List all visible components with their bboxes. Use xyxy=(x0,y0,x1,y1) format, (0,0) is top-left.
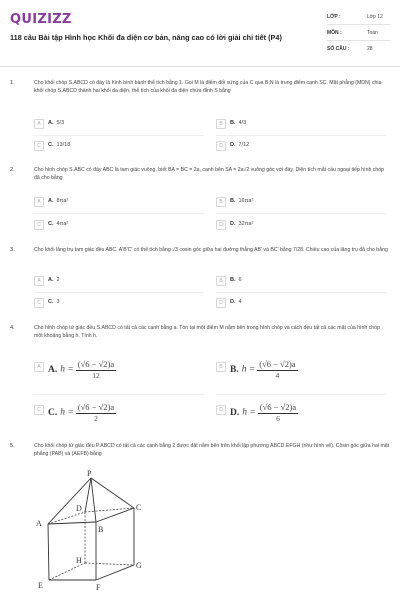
option-value: 16πa² xyxy=(238,198,254,204)
option-1a[interactable] xyxy=(34,119,204,133)
option-label: B. xyxy=(230,198,236,204)
option-letter: C xyxy=(34,405,44,415)
option-label: B. xyxy=(230,277,236,283)
divider xyxy=(34,394,204,395)
option-label: C. xyxy=(48,142,54,148)
divider xyxy=(34,292,204,293)
option-4c[interactable] xyxy=(34,402,204,435)
option-4d[interactable] xyxy=(216,402,386,435)
option-4b[interactable] xyxy=(216,359,386,392)
option-1c[interactable] xyxy=(34,141,204,155)
option-label: D. xyxy=(230,299,236,305)
vertex-label-c: C xyxy=(136,503,142,512)
vertex-label-p: P xyxy=(87,470,92,478)
option-letter: C xyxy=(34,220,44,230)
divider xyxy=(216,394,386,395)
quizizz-logo[interactable]: QUIZIZZ xyxy=(10,12,72,27)
option-label: C. xyxy=(48,299,54,305)
option-letter: D xyxy=(216,405,226,415)
option-2d[interactable] xyxy=(216,220,386,234)
option-letter: A xyxy=(34,197,44,207)
option-letter: B xyxy=(216,197,226,207)
divider xyxy=(327,40,391,41)
fraction-numerator: (√6 − √2)a xyxy=(77,359,115,369)
option-letter: B xyxy=(216,119,226,129)
option-label: D. xyxy=(230,142,236,148)
option-3b[interactable] xyxy=(216,276,386,290)
option-letter: A xyxy=(34,276,44,286)
option-value: 6 xyxy=(238,277,242,283)
option-value: 32πa² xyxy=(238,221,254,227)
fraction-numerator: (√6 − √2)a xyxy=(77,402,115,412)
option-letter: B xyxy=(216,276,226,286)
meta-value: Toán xyxy=(367,30,378,36)
header xyxy=(0,0,400,60)
option-letter: A xyxy=(34,362,44,372)
vertex-label-d: D xyxy=(76,504,82,513)
option-value: 13/18 xyxy=(56,142,71,148)
option-value: 8πa² xyxy=(56,198,69,204)
option-3d[interactable] xyxy=(216,298,386,312)
option-lhs: h = xyxy=(241,364,256,375)
option-label: D. xyxy=(230,221,236,227)
fraction-denominator: 6 xyxy=(276,414,280,423)
question-number: 4. xyxy=(10,325,15,331)
option-label: B. xyxy=(230,364,239,375)
question-number: 3. xyxy=(10,247,15,253)
divider xyxy=(216,135,386,136)
pyramid-cube-figure xyxy=(34,470,154,592)
vertex-label-g: G xyxy=(136,561,142,570)
vertex-label-a: A xyxy=(36,519,42,528)
option-value: 4 xyxy=(238,299,242,305)
question-text: Cho hình chóp tứ giác đều S.ABCD có tất cả các cạnh bằng a. Tồn tại một điểm M nằm bên trong hình chóp và cách đều tất cả các mặt của hình chóp một khoảng bằng h. Tính h. xyxy=(34,325,380,339)
option-2b[interactable] xyxy=(216,197,386,211)
fraction-numerator: (√6 − √2)a xyxy=(259,359,296,369)
option-label: C. xyxy=(48,407,58,418)
header-divider xyxy=(0,66,400,67)
vertex-label-e: E xyxy=(38,581,43,590)
option-label: A. xyxy=(48,120,54,126)
option-2c[interactable] xyxy=(34,220,204,234)
meta-key: MÔN : xyxy=(327,30,342,36)
vertex-label-f: F xyxy=(96,583,101,592)
meta-value: 28 xyxy=(367,46,373,52)
question-number: 1. xyxy=(10,80,15,86)
option-letter: D xyxy=(216,141,226,151)
option-2a[interactable] xyxy=(34,197,204,211)
fraction-numerator: (√6 − √2)a xyxy=(259,402,297,412)
option-letter: B xyxy=(216,362,226,372)
divider xyxy=(216,292,386,293)
option-label: B. xyxy=(230,120,236,126)
option-label: A. xyxy=(48,277,54,283)
question-text: Cho khối chóp S.ABCD có đáy là hình bình bành thể tích bằng 1. Gọi M là điểm đối xứng của C qua B;N là trung điểm cạnh SC. Mặt phẳng (MDN) chia khối chóp S.ABCD thành hai khối đa diện, thể tích của khối đa diện chứa đỉnh S bằng xyxy=(34,80,382,94)
option-lhs: h = xyxy=(242,407,256,418)
vertex-label-b: B xyxy=(98,525,104,534)
question-text: Cho hình chóp S.ABC có đáy ABC là tam giác vuông, biết BA = BC = 2a, cạnh bên SA = 2a√2 vuông góc với đáy. Diện tích mặt cầu ngoại tiếp hình chóp đã cho bằng xyxy=(34,167,385,181)
meta-key: SỐ CÂU : xyxy=(327,46,350,52)
option-letter: C xyxy=(34,298,44,308)
divider xyxy=(34,135,204,136)
question-text: Cho khối chóp tứ giác đều P.ABCD có tất cả các cạnh bằng 2 được đặt nằm bên trên khối lập phương ABCD.EFGH (như hình vẽ). Côsin góc giữa hai mặt phẳng (PAB) và (AEFB) bằng xyxy=(34,443,390,457)
page-title: 118 câu Bài tập Hình học Khối đa diện cơ bản, nâng cao có lời giải chi tiết (P4) xyxy=(10,33,282,42)
divider xyxy=(327,24,391,25)
question-text: Cho khối lăng trụ tam giác đều ABC. A'B'C' có thể tích bằng √3 cosin góc giữa hai đường thẳng AB' và BC' bằng 7/28. Chiều cao của lăng trụ đã cho bằng xyxy=(34,247,388,253)
divider xyxy=(34,213,204,214)
meta-key: LỚP : xyxy=(327,14,341,20)
option-lhs: h = xyxy=(60,364,74,375)
option-label: C. xyxy=(48,221,54,227)
option-letter: D xyxy=(216,220,226,230)
option-1b[interactable] xyxy=(216,119,386,133)
option-value: 3 xyxy=(56,299,60,305)
option-value: 5/3 xyxy=(56,120,65,126)
option-3c[interactable] xyxy=(34,298,204,312)
fraction-denominator: 2 xyxy=(94,414,98,423)
option-label: A. xyxy=(48,198,54,204)
divider xyxy=(216,213,386,214)
question-number: 5. xyxy=(10,443,15,449)
option-4a[interactable] xyxy=(34,359,204,392)
option-value: 4/3 xyxy=(238,120,247,126)
option-value: 4πa² xyxy=(56,221,69,227)
option-lhs: h = xyxy=(60,407,74,418)
option-3a[interactable] xyxy=(34,276,204,290)
question-number: 2. xyxy=(10,167,15,173)
option-letter: A xyxy=(34,119,44,129)
fraction-denominator: 12 xyxy=(92,371,100,380)
meta-value: Lớp 12 xyxy=(367,14,383,20)
option-value: 2 xyxy=(56,277,60,283)
fraction-denominator: 4 xyxy=(275,371,280,380)
vertex-label-h: H xyxy=(76,556,82,565)
option-letter: C xyxy=(34,141,44,151)
option-label: D. xyxy=(230,407,240,418)
option-value: 7/12 xyxy=(238,142,250,148)
option-letter: D xyxy=(216,298,226,308)
option-1d[interactable] xyxy=(216,141,386,155)
option-label: A. xyxy=(48,364,58,375)
